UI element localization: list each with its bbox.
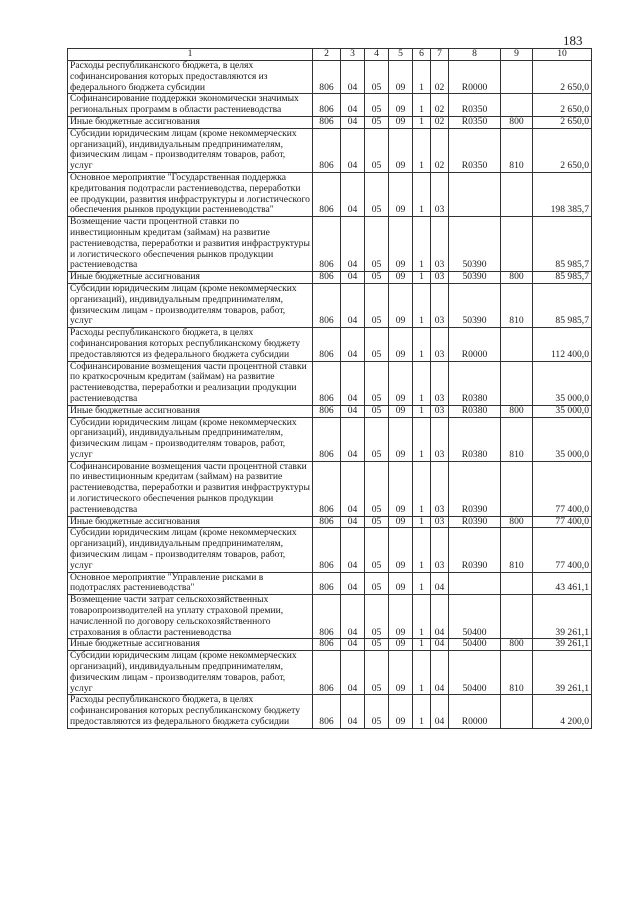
row-code-4: 05	[365, 328, 389, 361]
column-header: 8	[449, 49, 501, 61]
row-code-8: R0000	[449, 695, 501, 728]
row-code-6: 1	[413, 516, 431, 528]
row-code-7: 04	[431, 651, 449, 695]
row-amount: 77 400,0	[533, 516, 592, 528]
row-code-8: R0350	[449, 128, 501, 172]
row-code-3: 04	[341, 595, 365, 639]
row-name: Расходы республиканского бюджета, в целях софинансирования которых республиканскому бюджету предоставляются из федерального бюджета субсидии	[68, 695, 313, 728]
row-code-4: 05	[365, 461, 389, 516]
row-name: Иные бюджетные ассигнования	[68, 116, 313, 128]
row-code-4: 05	[365, 61, 389, 94]
table-row	[68, 595, 592, 639]
table-row	[68, 61, 592, 94]
row-code-2: 806	[313, 283, 341, 327]
row-code-2: 806	[313, 528, 341, 572]
row-name: Иные бюджетные ассигнования	[68, 405, 313, 417]
row-code-2: 806	[313, 272, 341, 284]
row-code-6: 1	[413, 639, 431, 651]
row-code-5: 09	[389, 361, 413, 405]
column-header: 1	[68, 49, 313, 61]
table-row	[68, 516, 592, 528]
column-header: 9	[501, 49, 533, 61]
row-code-9	[501, 94, 533, 117]
row-code-5: 09	[389, 417, 413, 461]
table-row	[68, 639, 592, 651]
row-code-4: 05	[365, 695, 389, 728]
row-code-5: 09	[389, 217, 413, 272]
row-name: Субсидии юридическим лицам (кроме некоммерческих организаций), индивидуальным предпринимателям, физическим лицам - производителям товаров, работ, услуг	[68, 528, 313, 572]
row-code-7: 02	[431, 116, 449, 128]
row-code-6: 1	[413, 651, 431, 695]
row-code-9	[501, 695, 533, 728]
row-code-3: 04	[341, 61, 365, 94]
row-code-6: 1	[413, 461, 431, 516]
table-row	[68, 528, 592, 572]
row-code-8	[449, 572, 501, 595]
table-row	[68, 361, 592, 405]
row-code-7: 03	[431, 516, 449, 528]
row-code-2: 806	[313, 116, 341, 128]
row-code-9: 810	[501, 128, 533, 172]
row-code-7: 03	[431, 172, 449, 216]
row-code-3: 04	[341, 94, 365, 117]
row-code-5: 09	[389, 94, 413, 117]
row-code-9: 810	[501, 651, 533, 695]
row-code-5: 09	[389, 328, 413, 361]
table-row	[68, 651, 592, 695]
row-amount: 39 261,1	[533, 651, 592, 695]
row-name: Субсидии юридическим лицам (кроме некоммерческих организаций), индивидуальным предпринимателям, физическим лицам - производителям товаров, работ, услуг	[68, 417, 313, 461]
column-header: 5	[389, 49, 413, 61]
row-code-9	[501, 572, 533, 595]
row-code-2: 806	[313, 572, 341, 595]
row-code-5: 09	[389, 116, 413, 128]
row-code-4: 05	[365, 639, 389, 651]
row-code-7: 03	[431, 461, 449, 516]
table-body	[68, 61, 592, 729]
column-header: 6	[413, 49, 431, 61]
row-code-5: 09	[389, 572, 413, 595]
row-code-4: 05	[365, 595, 389, 639]
table-row	[68, 328, 592, 361]
row-code-4: 05	[365, 651, 389, 695]
row-code-7: 04	[431, 595, 449, 639]
row-code-2: 806	[313, 695, 341, 728]
row-amount: 85 985,7	[533, 217, 592, 272]
row-code-9: 810	[501, 417, 533, 461]
row-code-8: 50390	[449, 272, 501, 284]
row-code-8: R0350	[449, 116, 501, 128]
row-code-7: 04	[431, 695, 449, 728]
row-name: Иные бюджетные ассигнования	[68, 516, 313, 528]
row-amount: 2 650,0	[533, 61, 592, 94]
row-code-7: 02	[431, 128, 449, 172]
row-code-5: 09	[389, 61, 413, 94]
row-amount: 35 000,0	[533, 361, 592, 405]
row-code-8: 50400	[449, 651, 501, 695]
row-code-6: 1	[413, 695, 431, 728]
row-code-5: 09	[389, 172, 413, 216]
row-code-5: 09	[389, 461, 413, 516]
row-code-7: 03	[431, 528, 449, 572]
row-name: Иные бюджетные ассигнования	[68, 639, 313, 651]
row-name: Субсидии юридическим лицам (кроме некоммерческих организаций), индивидуальным предпринимателям, физическим лицам - производителям товаров, работ, услуг	[68, 128, 313, 172]
column-header: 2	[313, 49, 341, 61]
row-code-5: 09	[389, 639, 413, 651]
row-code-3: 04	[341, 639, 365, 651]
row-code-7: 02	[431, 61, 449, 94]
row-code-2: 806	[313, 461, 341, 516]
row-code-4: 05	[365, 516, 389, 528]
row-code-8: 50390	[449, 283, 501, 327]
row-name: Основное мероприятие "Государственная поддержка кредитования подотрасли растениеводства, переработки ее продукции, развития инфраструктуры и логистического обеспечения рынков продукции растениеводства"	[68, 172, 313, 216]
row-code-8: R0000	[449, 61, 501, 94]
row-code-5: 09	[389, 651, 413, 695]
row-amount: 35 000,0	[533, 417, 592, 461]
row-name: Субсидии юридическим лицам (кроме некоммерческих организаций), индивидуальным предпринимателям, физическим лицам - производителям товаров, работ, услуг	[68, 283, 313, 327]
row-code-6: 1	[413, 328, 431, 361]
row-code-2: 806	[313, 405, 341, 417]
row-code-3: 04	[341, 272, 365, 284]
table-row	[68, 94, 592, 117]
row-amount: 35 000,0	[533, 405, 592, 417]
column-header: 4	[365, 49, 389, 61]
row-code-8: R0390	[449, 461, 501, 516]
row-code-2: 806	[313, 172, 341, 216]
row-code-6: 1	[413, 61, 431, 94]
row-code-6: 1	[413, 217, 431, 272]
row-code-3: 04	[341, 217, 365, 272]
row-code-8: 50390	[449, 217, 501, 272]
row-amount: 39 261,1	[533, 595, 592, 639]
row-code-3: 04	[341, 528, 365, 572]
row-code-2: 806	[313, 516, 341, 528]
row-code-6: 1	[413, 272, 431, 284]
row-code-5: 09	[389, 272, 413, 284]
row-code-5: 09	[389, 128, 413, 172]
row-name: Субсидии юридическим лицам (кроме некоммерческих организаций), индивидуальным предпринимателям, физическим лицам - производителям товаров, работ, услуг	[68, 651, 313, 695]
row-code-9: 800	[501, 272, 533, 284]
row-code-7: 03	[431, 361, 449, 405]
row-code-3: 04	[341, 461, 365, 516]
row-amount: 77 400,0	[533, 528, 592, 572]
row-code-6: 1	[413, 128, 431, 172]
row-code-3: 04	[341, 516, 365, 528]
row-code-5: 09	[389, 695, 413, 728]
row-code-8: R0000	[449, 328, 501, 361]
row-code-7: 04	[431, 572, 449, 595]
row-code-2: 806	[313, 651, 341, 695]
row-code-7: 03	[431, 417, 449, 461]
row-name: Возмещение части процентной ставки по инвестиционным кредитам (займам) на развитие растениеводства, переработки и развития инфраструктуры и логистического обеспечения рынков продукции растениеводства	[68, 217, 313, 272]
column-header: 10	[533, 49, 592, 61]
row-code-2: 806	[313, 328, 341, 361]
row-code-3: 04	[341, 651, 365, 695]
row-code-2: 806	[313, 361, 341, 405]
row-code-6: 1	[413, 361, 431, 405]
row-code-6: 1	[413, 405, 431, 417]
row-code-3: 04	[341, 128, 365, 172]
table-row	[68, 283, 592, 327]
table-row	[68, 217, 592, 272]
row-name: Софинансирование возмещения части процентной ставки по краткосрочным кредитам (займам) на развитие растениеводства, переработки и реализации продукции растениеводства	[68, 361, 313, 405]
row-code-2: 806	[313, 639, 341, 651]
row-code-5: 09	[389, 405, 413, 417]
table-row	[68, 695, 592, 728]
row-code-3: 04	[341, 328, 365, 361]
row-amount: 85 985,7	[533, 283, 592, 327]
row-code-9: 800	[501, 516, 533, 528]
row-amount: 112 400,0	[533, 328, 592, 361]
row-code-2: 806	[313, 417, 341, 461]
row-code-9	[501, 361, 533, 405]
row-code-6: 1	[413, 94, 431, 117]
row-code-6: 1	[413, 595, 431, 639]
row-amount: 2 650,0	[533, 128, 592, 172]
row-code-3: 04	[341, 695, 365, 728]
row-code-8: R0380	[449, 405, 501, 417]
budget-table	[67, 48, 592, 729]
row-code-8: R0350	[449, 94, 501, 117]
row-code-9: 800	[501, 405, 533, 417]
row-code-4: 05	[365, 528, 389, 572]
table-row	[68, 417, 592, 461]
table-row	[68, 572, 592, 595]
row-code-4: 05	[365, 283, 389, 327]
row-code-9	[501, 461, 533, 516]
row-code-2: 806	[313, 128, 341, 172]
row-code-3: 04	[341, 116, 365, 128]
row-code-9	[501, 328, 533, 361]
row-code-5: 09	[389, 283, 413, 327]
row-code-7: 03	[431, 283, 449, 327]
row-amount: 2 650,0	[533, 94, 592, 117]
row-code-5: 09	[389, 516, 413, 528]
row-amount: 198 385,7	[533, 172, 592, 216]
row-amount: 39 261,1	[533, 639, 592, 651]
row-code-6: 1	[413, 172, 431, 216]
row-code-9	[501, 217, 533, 272]
row-code-4: 05	[365, 272, 389, 284]
row-code-7: 03	[431, 217, 449, 272]
row-code-2: 806	[313, 595, 341, 639]
row-code-6: 1	[413, 116, 431, 128]
row-code-8: R0390	[449, 528, 501, 572]
row-code-3: 04	[341, 417, 365, 461]
table-row	[68, 405, 592, 417]
row-code-3: 04	[341, 405, 365, 417]
row-code-2: 806	[313, 94, 341, 117]
row-code-4: 05	[365, 405, 389, 417]
row-code-2: 806	[313, 61, 341, 94]
row-code-7: 03	[431, 272, 449, 284]
table-row	[68, 116, 592, 128]
table-row	[68, 128, 592, 172]
row-code-8: R0390	[449, 516, 501, 528]
row-code-8	[449, 172, 501, 216]
row-code-9: 810	[501, 528, 533, 572]
row-code-4: 05	[365, 417, 389, 461]
row-name: Софинансирование возмещения части процентной ставки по инвестиционным кредитам (займам) на развитие растениеводства, переработки и развития инфраструктуры и логистического обеспечения рынков продукции растениеводства	[68, 461, 313, 516]
row-code-5: 09	[389, 595, 413, 639]
row-code-2: 806	[313, 217, 341, 272]
row-code-4: 05	[365, 217, 389, 272]
table-row	[68, 461, 592, 516]
header-row	[68, 49, 592, 61]
row-name: Иные бюджетные ассигнования	[68, 272, 313, 284]
row-code-7: 03	[431, 328, 449, 361]
row-name: Расходы республиканского бюджета, в целях софинансирования которых республиканскому бюджету предоставляются из федерального бюджета субсидии	[68, 328, 313, 361]
row-code-7: 04	[431, 639, 449, 651]
row-amount: 4 200,0	[533, 695, 592, 728]
row-code-8: R0380	[449, 417, 501, 461]
row-amount: 2 650,0	[533, 116, 592, 128]
row-amount: 77 400,0	[533, 461, 592, 516]
row-code-6: 1	[413, 528, 431, 572]
column-header: 7	[431, 49, 449, 61]
row-code-9	[501, 61, 533, 94]
row-code-9: 810	[501, 283, 533, 327]
row-code-3: 04	[341, 572, 365, 595]
row-code-6: 1	[413, 417, 431, 461]
page-number: 183	[563, 33, 583, 48]
row-code-9: 800	[501, 639, 533, 651]
row-name: Возмещение части затрат сельскохозяйственных товаропроизводителей на уплату страховой премии, начисленной по договору сельскохозяйственного страхования в области растениеводства	[68, 595, 313, 639]
row-code-6: 1	[413, 572, 431, 595]
row-code-8: 50400	[449, 595, 501, 639]
row-code-7: 03	[431, 405, 449, 417]
row-code-3: 04	[341, 172, 365, 216]
row-code-3: 04	[341, 283, 365, 327]
row-code-5: 09	[389, 528, 413, 572]
row-name: Основное мероприятие "Управление рисками в подотраслях растениеводства"	[68, 572, 313, 595]
row-code-4: 05	[365, 361, 389, 405]
row-code-3: 04	[341, 361, 365, 405]
row-code-8: R0380	[449, 361, 501, 405]
table-row	[68, 272, 592, 284]
row-code-4: 05	[365, 116, 389, 128]
row-code-9	[501, 172, 533, 216]
row-amount: 43 461,1	[533, 572, 592, 595]
row-code-4: 05	[365, 128, 389, 172]
row-code-9: 800	[501, 116, 533, 128]
row-code-9	[501, 595, 533, 639]
row-code-6: 1	[413, 283, 431, 327]
table-row	[68, 172, 592, 216]
row-name: Расходы республиканского бюджета, в целях софинансирования которых предоставляются из федерального бюджета субсидии	[68, 61, 313, 94]
row-code-7: 02	[431, 94, 449, 117]
row-code-4: 05	[365, 94, 389, 117]
row-code-4: 05	[365, 172, 389, 216]
row-amount: 85 985,7	[533, 272, 592, 284]
column-header: 3	[341, 49, 365, 61]
row-name: Софинансирование поддержки экономически значимых региональных программ в области растениеводства	[68, 94, 313, 117]
row-code-4: 05	[365, 572, 389, 595]
row-code-8: 50400	[449, 639, 501, 651]
